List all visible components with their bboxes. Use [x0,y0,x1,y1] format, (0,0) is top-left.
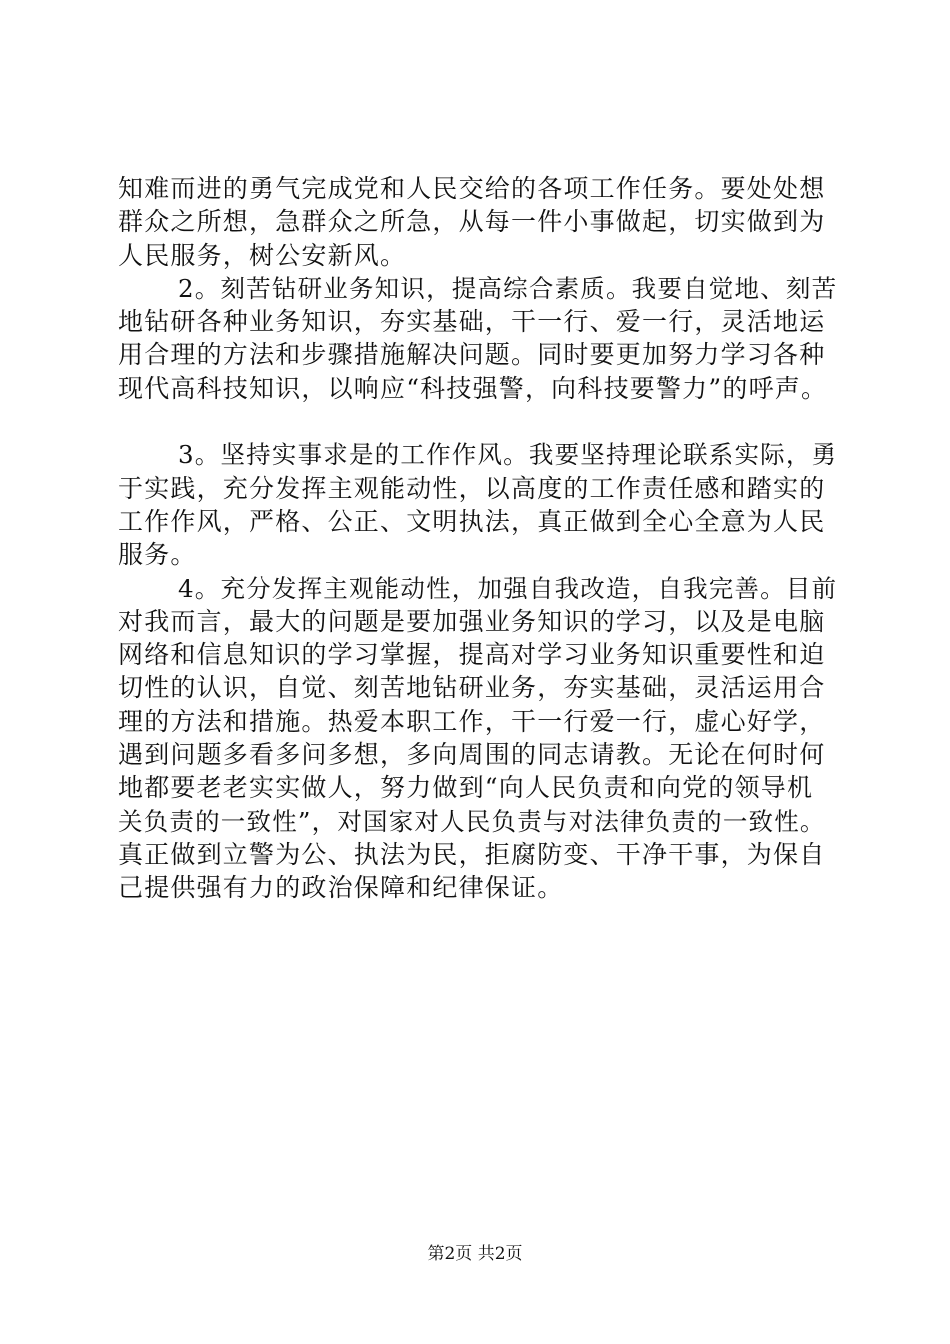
text-line: 关负责的一致性”，对国家对人民负责与对法律负责的一致性。 [118,806,826,836]
text-line: 地钻研各种业务知识，夯实基础，干一行、爱一行，灵活地运 [118,307,826,337]
text-line: 对我而言，最大的问题是要加强业务知识的学习，以及是电脑 [118,606,826,636]
paragraph-4-start: 4。充分发挥主观能动性，加强自我改造，自我完善。目前 [178,573,838,603]
text-line: 于实践，充分发挥主观能动性，以高度的工作责任感和踏实的 [118,473,826,503]
document-body [118,172,838,905]
paragraph-3-start: 3。坚持实事求是的工作作风。我要坚持理论联系实际，勇 [178,440,838,470]
blank-line [118,405,838,438]
text-line: 地都要老老实实做人，努力做到“向人民负责和向党的领导机 [118,773,814,803]
text-line: 网络和信息知识的学习掌握，提高对学习业务知识重要性和迫 [118,640,826,670]
text-line: 群众之所想，急群众之所急，从每一件小事做起，切实做到为 [118,207,826,237]
page-footer [0,1242,950,1266]
text-line: 真正做到立警为公、执法为民，拒腐防变、干净干事，为保自 [118,839,826,869]
text-line: 己提供强有力的政治保障和纪律保证。 [118,873,564,903]
text-line: 现代高科技知识，以响应“科技强警，向科技要警力”的呼声。 [118,373,828,403]
text-line: 切性的认识，自觉、刻苦地钻研业务，夯实基础，灵活运用合 [118,673,826,703]
text-line: 遇到问题多看多问多想，多向周围的同志请教。无论在何时何 [118,740,826,770]
page-number-label: 第2页 共2页 [427,1244,523,1264]
text-line: 服务。 [118,540,197,570]
paragraph-2-start: 2。刻苦钻研业务知识，提高综合素质。我要自觉地、刻苦 [178,273,838,303]
text-line: 用合理的方法和步骤措施解决问题。同时要更加努力学习各种 [118,340,826,370]
text-line: 理的方法和措施。热爱本职工作，干一行爱一行，虚心好学， [118,706,826,736]
text-line: 人民服务，树公安新风。 [118,240,407,270]
text-line: 工作作风，严格、公正、文明执法，真正做到全心全意为人民 [118,506,826,536]
text-line: 知难而进的勇气完成党和人民交给的各项工作任务。要处处想 [118,174,826,203]
